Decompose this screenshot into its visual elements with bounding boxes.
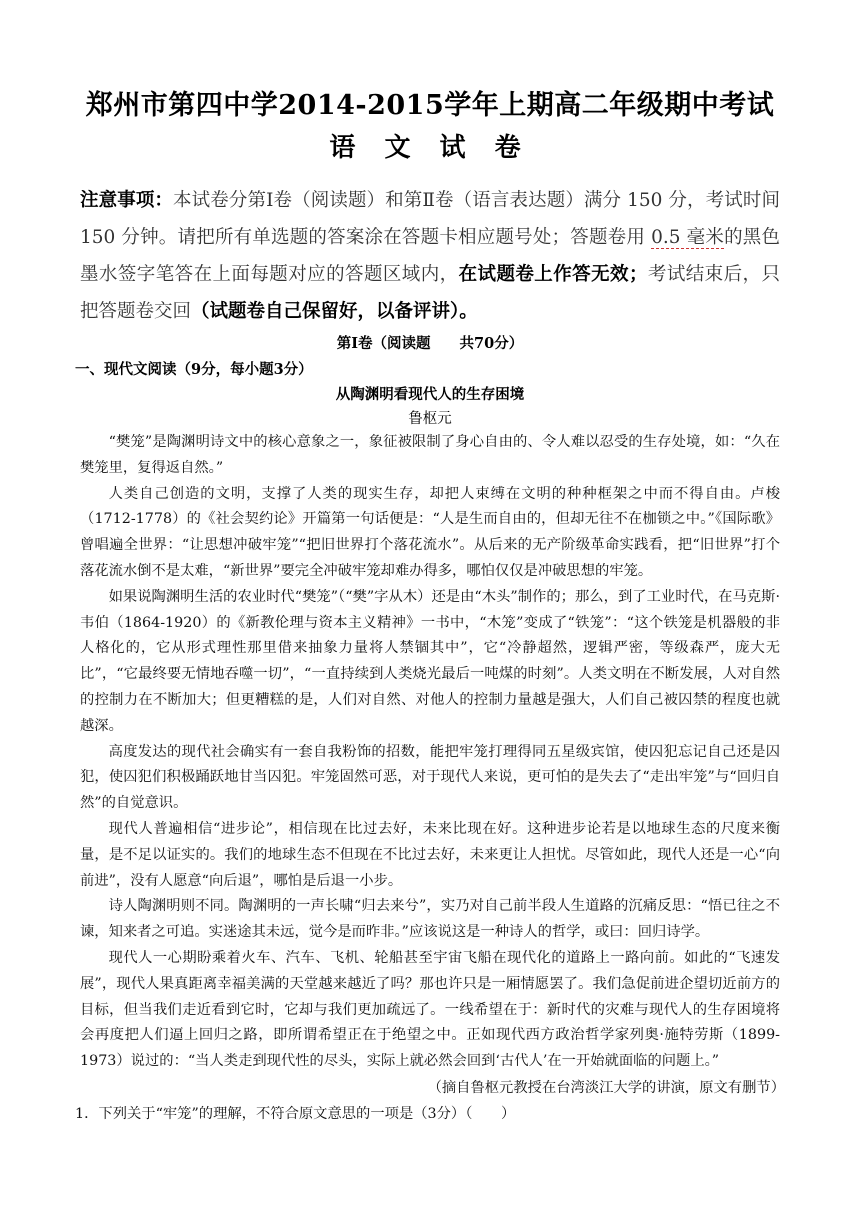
notice-text-bold: 在试题卷上作答无效； <box>458 264 648 285</box>
notice-text-1: 本试卷分第Ⅰ卷（阅读题）和第Ⅱ卷（语言表达题）满分 150 分，考试时间 150 分钟。请把所有单选题的答案涂在答题卡相应题号处；答题卷用 <box>80 190 780 248</box>
article-paragraph: 现代人一心期盼乘着火车、汽车、飞机、轮船甚至宇宙飞船在现代化的道路上一路向前。如此的“飞速发展”，现代人果真距离幸福美满的天堂越来越近了吗？那也许只是一厢情愿罢了。我们急促前进企望切近前方的目标，但当我们走近看到它时，它却与我们更加疏远了。一线希望在于：新时代的灾难与现代人的生存困境将会再度把人们逼上回归之路，即所谓希望正在于绝望之中。正如现代西方政治哲学家列奥·施特劳斯（1899-1973）说过的：“当人类走到现代性的尽头，实际上就必然会回到‘古代人’在一开始就面临的问题上。” <box>80 949 780 1070</box>
article-paragraph: 如果说陶渊明生活的农业时代“樊笼”（“樊”字从木）还是由“木头”制作的；那么，到了工业时代，在马克斯·韦伯（1864-1920）的《新教伦理与资本主义精神》一书中，“木笼”变成了“铁笼”：“这个铁笼是机器般的非人格化的，它从形式理性那里借来抽象力量将人禁锢其中”，它“冷静超然，逻辑严密，等级森严，庞大无比”，“它最终要无情地吞噬一切”，“一直持续到人类烧光最后一吨煤的时刻”。人类文明在不断发展，人对自然的控制力在不断加大；但更糟糕的是，人们对自然、对他人的控制力量越是强大，人们自己被囚禁的程度也就越深。 <box>80 588 780 734</box>
article-paragraph: 现代人普遍相信“进步论”，相信现在比过去好，未来比现在好。这种进步论若是以地球生态的尺度来衡量，是不足以证实的。我们的地球生态不但现在不比过去好，未来更让人担忧。尽管如此，现代人还是一心“向前进”，没有人愿意“向后退”，哪怕是后退一小步。 <box>80 820 780 889</box>
notice-label: 注意事项： <box>80 190 174 211</box>
article-title: 从陶渊明看现代人的生存困境 <box>335 386 525 403</box>
question-group-heading: 一、现代文阅读（9分，每小题3分） <box>75 361 313 378</box>
notice-text-mark: 0.5 毫米 <box>651 227 725 248</box>
article-author: 鲁枢元 <box>408 411 452 427</box>
notice-text-2: 的黑色墨水签字笔答在上面每题对应的答题区域内， <box>80 227 780 285</box>
article-paragraph: 人类自己创造的文明，支撑了人类的现实生存，却把人束缚在文明的种种框架之中而不得自由。卢梭（1712-1778）的《社会契约论》开篇第一句话便是：“人是生而自由的，但却无往不在枷锁之中。”《国际歌》曾唱遍全世界：“让思想冲破牢笼”“把旧世界打个落花流水”。从后来的无产阶级革命实践看，把“旧世界”打个落花流水倒不是太难，“新世界”要完全冲破牢笼却难办得多，哪怕仅仅是冲破思想的牢笼。 <box>80 485 780 579</box>
article-paragraph: “樊笼”是陶渊明诗文中的核心意象之一，象征被限制了身心自由的、令人难以忍受的生存处境，如：“久在樊笼里，复得返自然。” <box>80 434 780 476</box>
section-heading: 第Ⅰ卷（阅读题 共70分） <box>336 335 524 352</box>
exam-subtitle: 语 文 试 卷 <box>329 133 531 163</box>
question-1: 1．下列关于“牢笼”的理解，不符合原文意思的一项是（3分）（ ） <box>75 1105 516 1122</box>
notice-block <box>80 182 780 330</box>
article-source: （摘自鲁枢元教授在台湾淡江大学的讲演，原文有删节） <box>427 1079 785 1096</box>
notice-text-3: 考试结束后，只把答题卷交回 <box>80 264 780 322</box>
notice-text-bold-2: （试题卷自己保留好，以备评讲）。 <box>191 301 478 322</box>
article-paragraph: 高度发达的现代社会确实有一套自我粉饰的招数，能把牢笼打理得同五星级宾馆，使囚犯忘记自己还是囚犯，使囚犯们积极踊跃地甘当囚犯。牢笼固然可恶，对于现代人来说，更可怕的是失去了“走出牢笼”与“回归自然”的自觉意识。 <box>80 743 780 812</box>
article-paragraph: 诗人陶渊明则不同。陶渊明的一声长啸“归去来兮”，实乃对自己前半段人生道路的沉痛反思：“悟已往之不谏，知来者之可追。实迷途其未远，觉今是而昨非。”应该说这是一种诗人的哲学，或曰：回归诗学。 <box>80 898 780 941</box>
exam-title: 郑州市第四中学2014-2015学年上期高二年级期中考试 <box>85 90 775 121</box>
